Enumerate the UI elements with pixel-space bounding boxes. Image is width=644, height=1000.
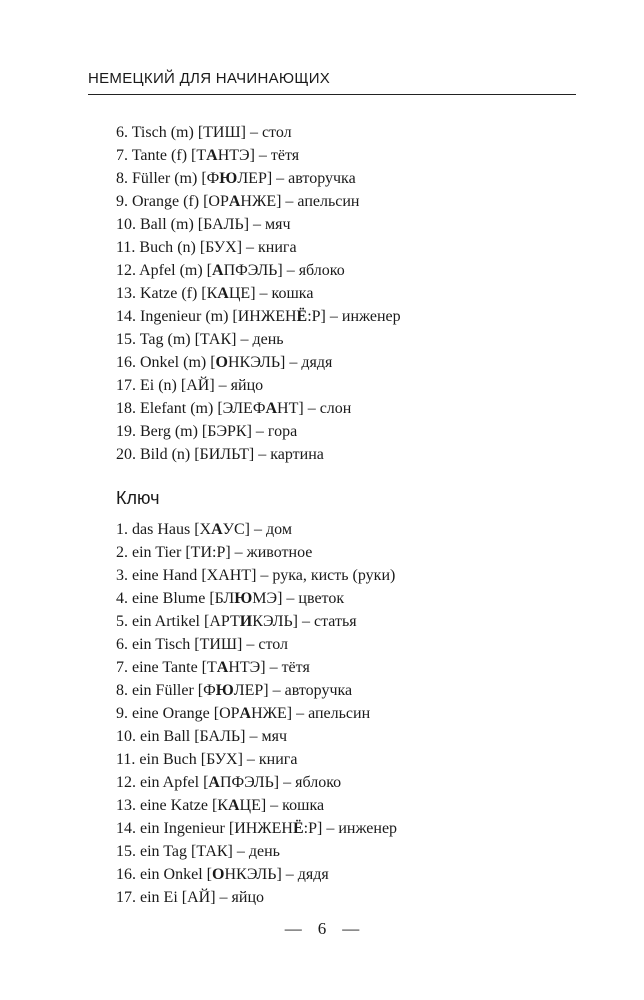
gender-mark: (f) — [171, 147, 188, 164]
gender-mark: (m) — [174, 423, 198, 440]
list-item: 18. Elefant (m) [ЭЛЕФАНТ] – слон — [116, 400, 352, 417]
list-item: 13. Katze (f) [КАЦЕ] – кошка — [116, 285, 314, 302]
translation: гора — [267, 423, 298, 440]
item-number: 3. — [116, 567, 128, 584]
german-word: Apfel — [139, 262, 176, 279]
item-number: 13. — [116, 285, 136, 302]
pronunciation-part: ТИ:Р — [190, 544, 226, 561]
gender-mark: (m) — [167, 331, 191, 348]
list-item: 8. Füller (m) [ФЮЛЕР] – авторучка — [116, 170, 356, 187]
translation: книга — [258, 751, 298, 768]
translation: мяч — [265, 216, 291, 233]
item-number: 2. — [116, 544, 128, 561]
stressed-vowel: О — [215, 354, 228, 371]
item-number: 14. — [116, 820, 136, 837]
pronunciation-part: ТАК — [196, 843, 228, 860]
item-number: 4. — [116, 590, 128, 607]
item-number: 15. — [116, 843, 136, 860]
list-item: 10. ein Ball [БАЛЬ] – мяч — [116, 728, 287, 745]
german-word: Tante — [131, 147, 168, 164]
list-item: 6. ein Tisch [ТИШ] – стол — [116, 636, 289, 653]
german-word: ein Tag — [140, 843, 188, 860]
item-number: 1. — [116, 521, 128, 538]
translation: яблоко — [295, 774, 342, 791]
list-item: 4. eine Blume [БЛЮМЭ] – цветок — [116, 590, 345, 607]
stressed-vowel: А — [211, 521, 223, 538]
list-item: 14. Ingenieur (m) [ИНЖЕНЁ:Р] – инженер — [116, 308, 401, 325]
german-word: ein Onkel — [140, 866, 203, 883]
german-word: ein Buch — [139, 751, 197, 768]
list-item: 10. Ball (m) [БАЛЬ] – мяч — [116, 216, 291, 233]
stressed-vowel: А — [217, 285, 229, 302]
pronunciation-part: ЦЕ — [228, 285, 251, 302]
pronunciation-part: ОР — [219, 705, 240, 722]
german-word: Tag — [139, 331, 164, 348]
pronunciation-part: ЭЛЕФ — [222, 400, 266, 417]
german-word: Buch — [139, 239, 174, 256]
translation: тётя — [270, 147, 300, 164]
list-item: 12. Apfel (m) [АПФЭЛЬ] – яблоко — [116, 262, 345, 279]
list-item: 12. ein Apfel [АПФЭЛЬ] – яблоко — [116, 774, 342, 791]
list-item: 5. ein Artikel [АРТИКЭЛЬ] – статья — [116, 613, 357, 630]
key-section-title: Ключ — [116, 488, 160, 508]
list-item: 7. Tante (f) [ТАНТЭ] – тётя — [116, 147, 300, 164]
translation: авторучка — [284, 682, 353, 699]
german-word: ein Tier — [132, 544, 182, 561]
german-word: Ball — [140, 216, 167, 233]
gender-mark: (m) — [170, 216, 194, 233]
pronunciation-part: БЛ — [214, 590, 235, 607]
pronunciation-part: ПФЭЛЬ — [219, 774, 274, 791]
list-item: 17. ein Ei [АЙ] – яйцо — [116, 889, 265, 906]
list-item: 9. eine Orange [ОРАНЖЕ] – апельсин — [116, 705, 371, 722]
pronunciation-part: ИНЖЕН — [234, 820, 293, 837]
german-word: eine Tante — [132, 659, 198, 676]
german-word: ein Ball — [140, 728, 191, 745]
list-item: 17. Ei (n) [АЙ] – яйцо — [116, 377, 264, 394]
stressed-vowel: Ю — [234, 590, 253, 607]
stressed-vowel: Ю — [219, 170, 238, 187]
gender-mark: (m) — [183, 354, 207, 371]
list-item: 2. ein Tier [ТИ:Р] – животное — [116, 544, 313, 561]
pronunciation-part: ТАК — [199, 331, 232, 348]
translation: кошка — [282, 797, 325, 814]
item-number: 17. — [116, 889, 136, 906]
stressed-vowel: Ю — [215, 682, 234, 699]
translation: апельсин — [297, 193, 360, 210]
running-head: НЕМЕЦКИЙ ДЛЯ НАЧИНАЮЩИХ — [88, 70, 331, 87]
pronunciation-part: МЭ — [252, 590, 278, 607]
german-word: eine Orange — [132, 705, 210, 722]
pronunciation-part: ХАНТ — [206, 567, 252, 584]
translation: животное — [246, 544, 313, 561]
pronunciation-part: ЛЕР — [237, 170, 267, 187]
translation: стол — [261, 124, 292, 141]
list-item: 20. Bild (n) [БИЛЬТ] – картина — [116, 446, 324, 463]
translation: дом — [266, 521, 292, 538]
header-rule — [88, 94, 576, 95]
german-word: ein Tisch — [132, 636, 191, 653]
german-word: Berg — [140, 423, 171, 440]
translation: инженер — [338, 820, 398, 837]
item-number: 7. — [116, 659, 128, 676]
stressed-vowel: А — [265, 400, 278, 417]
pronunciation-part: НТЭ — [217, 147, 250, 164]
stressed-vowel: А — [208, 774, 220, 791]
german-word: Orange — [132, 193, 180, 210]
pronunciation-part: УС — [222, 521, 245, 538]
german-word: ein Apfel — [140, 774, 200, 791]
pronunciation-part: БУХ — [206, 751, 238, 768]
page-number: 6 — [317, 919, 327, 938]
stressed-vowel: Ё — [296, 308, 308, 325]
item-number: 12. — [116, 262, 136, 279]
german-word: Bild — [140, 446, 168, 463]
pronunciation-part: АЙ — [187, 889, 211, 906]
stressed-vowel: Ё — [292, 820, 304, 837]
translation: яйцо — [230, 377, 264, 394]
list-item: 13. eine Katze [КАЦЕ] – кошка — [116, 797, 325, 814]
list-item: 11. Buch (n) [БУХ] – книга — [116, 239, 297, 256]
german-word: Ei — [140, 377, 155, 394]
item-number: 13. — [116, 797, 136, 814]
pronunciation-part: К — [206, 285, 218, 302]
stressed-vowel: А — [212, 262, 224, 279]
translation: мяч — [261, 728, 287, 745]
pronunciation-part: НТЭ — [228, 659, 261, 676]
pronunciation-part: КЭЛЬ — [252, 613, 293, 630]
translation: яйцо — [231, 889, 265, 906]
translation: стол — [258, 636, 289, 653]
translation: дядя — [301, 354, 333, 371]
list-item: 3. eine Hand [ХАНТ] – рука, кисть (руки) — [116, 567, 396, 584]
german-word: ein Ingenieur — [140, 820, 225, 837]
list-item: 11. ein Buch [БУХ] – книга — [116, 751, 298, 768]
list-item: 14. ein Ingenieur [ИНЖЕНЁ:Р] – инженер — [116, 820, 398, 837]
pronunciation-part: НТ — [277, 400, 299, 417]
translation: дядя — [297, 866, 329, 883]
pronunciation-part: Х — [199, 521, 212, 538]
stressed-vowel: А — [206, 147, 218, 164]
folio-dash-left: — — [284, 919, 302, 938]
gender-mark: (m) — [190, 400, 214, 417]
list-item: 6. Tisch (m) [ТИШ] – стол — [116, 124, 292, 141]
item-number: 5. — [116, 613, 128, 630]
pronunciation-part: К — [217, 797, 228, 814]
german-word: Onkel — [140, 354, 180, 371]
gender-mark: (f) — [183, 193, 200, 210]
list-item: 16. Onkel (m) [ОНКЭЛЬ] – дядя — [116, 354, 333, 371]
translation: инженер — [341, 308, 401, 325]
gender-mark: (m) — [170, 124, 194, 141]
translation: яблоко — [298, 262, 345, 279]
item-number: 20. — [116, 446, 136, 463]
translation: день — [252, 331, 284, 348]
german-word: ein Artikel — [132, 613, 200, 630]
german-word: das Haus — [132, 521, 191, 538]
item-number: 9. — [116, 193, 128, 210]
german-word: eine Katze — [140, 797, 208, 814]
vocabulary-list — [116, 121, 401, 466]
pronunciation-part: НЖЕ — [240, 193, 277, 210]
item-number: 18. — [116, 400, 136, 417]
pronunciation-part: ЛЕР — [233, 682, 264, 699]
pronunciation-part: ОР — [208, 193, 229, 210]
list-item: 15. ein Tag [ТАК] – день — [116, 843, 280, 860]
list-item: 16. ein Onkel [ОНКЭЛЬ] – дядя — [116, 866, 329, 883]
german-word: Ingenieur — [140, 308, 202, 325]
translation: кошка — [271, 285, 314, 302]
pronunciation-part: ТИШ — [203, 124, 241, 141]
item-number: 9. — [116, 705, 128, 722]
pronunciation-part: :Р — [303, 820, 317, 837]
item-number: 8. — [116, 170, 128, 187]
translation: рука, кисть (руки) — [272, 567, 396, 584]
stressed-vowel: А — [228, 193, 241, 210]
translation: книга — [258, 239, 297, 256]
pronunciation-part: БЭРК — [207, 423, 247, 440]
pronunciation-part: :Р — [307, 308, 321, 325]
list-item: 15. Tag (m) [ТАК] – день — [116, 331, 284, 348]
stressed-vowel: А — [227, 797, 240, 814]
stressed-vowel: А — [239, 705, 252, 722]
gender-mark: (f) — [181, 285, 198, 302]
item-number: 10. — [116, 728, 136, 745]
stressed-vowel: И — [239, 613, 253, 630]
list-item: 9. Orange (f) [ОРАНЖЕ] – апельсин — [116, 193, 360, 210]
page-folio — [0, 919, 644, 939]
list-item: 19. Berg (m) [БЭРК] – гора — [116, 423, 298, 440]
list-item: 7. eine Tante [ТАНТЭ] – тётя — [116, 659, 310, 676]
item-number: 16. — [116, 866, 136, 883]
pronunciation-part: НЖЕ — [251, 705, 287, 722]
list-item: 1. das Haus [ХАУС] – дом — [116, 521, 292, 538]
german-word: ein Ei — [140, 889, 178, 906]
gender-mark: (m) — [174, 170, 198, 187]
pronunciation-part: БИЛЬТ — [199, 446, 249, 463]
stressed-vowel: О — [211, 866, 225, 883]
stressed-vowel: А — [216, 659, 229, 676]
folio-dash-right: — — [342, 919, 360, 938]
pronunciation-part: ТИШ — [199, 636, 238, 653]
pronunciation-part: Ф — [203, 682, 216, 699]
pronunciation-part: АЙ — [186, 377, 210, 394]
gender-mark: (m) — [179, 262, 203, 279]
answer-key-list — [116, 518, 397, 909]
item-number: 10. — [116, 216, 136, 233]
pronunciation-part: БАЛЬ — [203, 216, 244, 233]
german-word: eine Blume — [132, 590, 206, 607]
german-word: Katze — [140, 285, 178, 302]
translation: картина — [270, 446, 324, 463]
pronunciation-part: НКЭЛЬ — [224, 866, 277, 883]
item-number: 6. — [116, 124, 128, 141]
item-number: 12. — [116, 774, 136, 791]
german-word: Tisch — [131, 124, 167, 141]
translation: тётя — [281, 659, 310, 676]
translation: день — [248, 843, 280, 860]
translation: апельсин — [308, 705, 371, 722]
gender-mark: (m) — [205, 308, 229, 325]
item-number: 11. — [116, 239, 136, 256]
item-number: 15. — [116, 331, 136, 348]
item-number: 17. — [116, 377, 136, 394]
translation: цветок — [298, 590, 345, 607]
german-word: ein Füller — [132, 682, 194, 699]
gender-mark: (n) — [158, 377, 177, 394]
item-number: 7. — [116, 147, 128, 164]
translation: слон — [319, 400, 352, 417]
gender-mark: (n) — [171, 446, 191, 463]
pronunciation-part: ИНЖЕН — [237, 308, 297, 325]
pronunciation-part: Т — [207, 659, 217, 676]
item-number: 16. — [116, 354, 136, 371]
pronunciation-part: АРТ — [209, 613, 240, 630]
pronunciation-part: НКЭЛЬ — [228, 354, 281, 371]
pronunciation-part: БУХ — [205, 239, 237, 256]
item-number: 14. — [116, 308, 136, 325]
pronunciation-part: БАЛЬ — [199, 728, 241, 745]
pronunciation-part: Ф — [206, 170, 220, 187]
item-number: 19. — [116, 423, 136, 440]
translation: статья — [313, 613, 357, 630]
item-number: 6. — [116, 636, 128, 653]
pronunciation-part: Т — [196, 147, 207, 164]
german-word: eine Hand — [132, 567, 198, 584]
pronunciation-part: ПФЭЛЬ — [223, 262, 278, 279]
item-number: 11. — [116, 751, 136, 768]
list-item: 8. ein Füller [ФЮЛЕР] – авторучка — [116, 682, 353, 699]
gender-mark: (n) — [177, 239, 196, 256]
translation: авторучка — [288, 170, 356, 187]
german-word: Elefant — [140, 400, 187, 417]
item-number: 8. — [116, 682, 128, 699]
pronunciation-part: ЦЕ — [239, 797, 261, 814]
german-word: Füller — [132, 170, 171, 187]
